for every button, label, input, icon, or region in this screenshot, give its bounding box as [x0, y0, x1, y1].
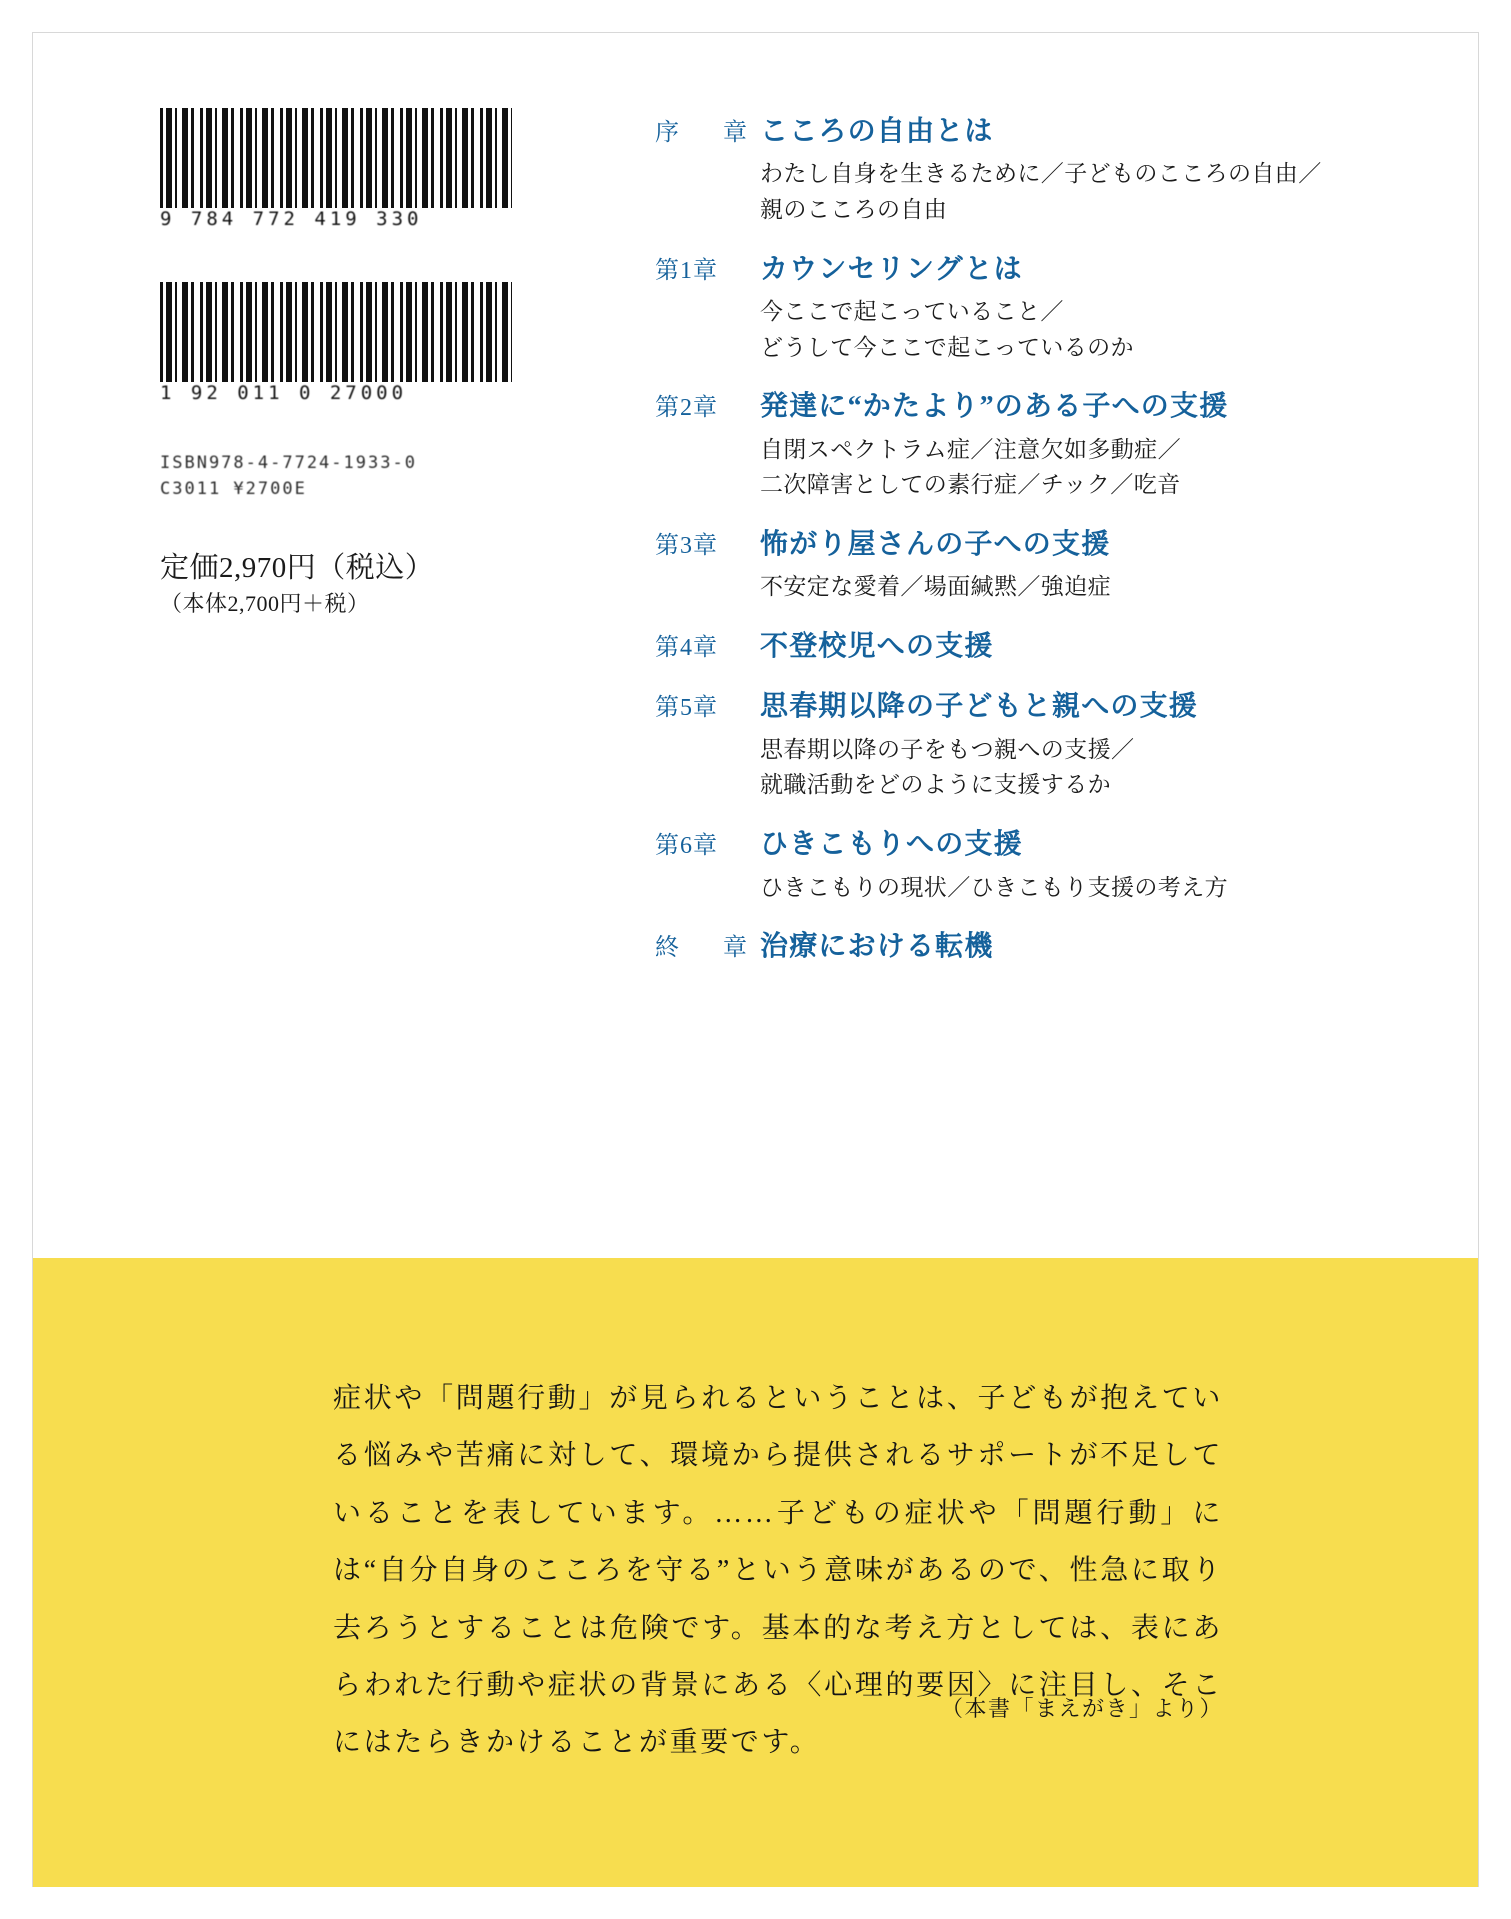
- isbn-barcode-bottom: [160, 282, 512, 410]
- toc-section-line: 自閉スペクトラム症／注意欠如多動症／: [760, 436, 1181, 462]
- toc-entry: [655, 927, 1355, 965]
- toc-entry: [655, 525, 1355, 605]
- toc-section-line: 不安定な愛着／場面緘黙／強迫症: [760, 574, 1111, 600]
- toc-chapter-label: 第6章: [655, 833, 718, 860]
- toc-section-line: どうして今ここで起こっているのか: [760, 334, 1134, 360]
- toc-chapter-title: 治療における転機: [760, 931, 994, 963]
- toc-entry-head: [655, 927, 1355, 965]
- price-with-tax: 定価2,970円（税込）: [160, 551, 435, 584]
- toc-chapter-label: 第4章: [655, 635, 718, 662]
- toc-chapter-label: 第1章: [655, 257, 718, 284]
- toc-chapter-title: こころの自由とは: [760, 116, 994, 147]
- quote-source: （本書「まえがき」より）: [940, 1696, 1223, 1721]
- toc-entry: [655, 687, 1355, 803]
- barcode-bars-icon: [160, 282, 512, 382]
- toc-section-line: 今ここで起こっていること／: [760, 299, 1064, 325]
- toc-entry-head: [655, 627, 1355, 665]
- quote-text: 症状や「問題行動」が見られるということは、子どもが抱えている悩みや苦痛に対して、環境から提供されるサポートが不足していることを表しています。……子どもの症状や「問題行動」には“自分自身のこころを守る”という意味があるので、性急に取り去ろうとすることは危険です。基本的な考え方としては、表にあらわれた行動や症状の背景にある〈心理的要因〉に注目し、そこにはたらきかけることが重要です。: [333, 1383, 1223, 1759]
- price-block: [160, 549, 560, 620]
- toc-chapter-title: 思春期以降の子どもと親への支援: [760, 691, 1199, 723]
- toc-section-line: 思春期以降の子をもつ親への支援／: [760, 736, 1135, 762]
- toc-chapter-title: 発達に“かたより”のある子への支援: [760, 391, 1229, 423]
- toc-chapter-title: ひきこもりへの支援: [760, 829, 1023, 861]
- toc-section-line: ひきこもりの現状／ひきこもり支援の考え方: [760, 874, 1228, 900]
- toc-chapter-sections: [760, 870, 1355, 906]
- toc-entry-head: [655, 387, 1355, 425]
- toc-entry-head: [655, 112, 1355, 150]
- toc-entry-head: [655, 250, 1355, 288]
- toc-chapter-sections: [760, 156, 1355, 227]
- toc-chapter-title: 怖がり屋さんの子への支援: [760, 529, 1111, 561]
- toc-entry: [655, 825, 1355, 905]
- toc-entry: [655, 627, 1355, 665]
- toc-section-line: 二次障害としての素行症／チック／吃音: [760, 472, 1181, 498]
- toc-entry-head: [655, 525, 1355, 563]
- barcode-bars-icon: [160, 108, 512, 208]
- toc-chapter-title: カウンセリングとは: [760, 253, 1023, 285]
- toc-chapter-sections: [760, 294, 1355, 365]
- barcode-digits-bottom: 1 92 011 0 27000: [160, 382, 408, 404]
- barcode-and-price-column: [160, 108, 560, 620]
- publisher-code-block: [160, 450, 560, 503]
- quote-band: [33, 1258, 1478, 1887]
- toc-chapter-label: 第3章: [655, 533, 718, 560]
- toc-chapter-label: 第5章: [655, 695, 718, 722]
- toc-section-line: 親のこころの自由: [760, 197, 948, 223]
- barcode-block: [160, 108, 512, 410]
- barcode-digits-top: 9 784 772 419 330: [160, 208, 423, 230]
- toc-entry-head: [655, 825, 1355, 863]
- c-code-line: C3011 ¥2700E: [160, 479, 307, 500]
- toc-chapter-label: 第2章: [655, 395, 718, 422]
- toc-entry: [655, 250, 1355, 366]
- toc-chapter-sections: [760, 569, 1355, 605]
- table-of-contents: [655, 112, 1355, 988]
- toc-chapter-sections: [760, 732, 1355, 803]
- toc-chapter-label: 終 章: [655, 935, 757, 962]
- isbn-code-line: ISBN978-4-7724-1933-0: [160, 453, 417, 473]
- toc-chapter-sections: [760, 432, 1355, 503]
- toc-entry: [655, 112, 1355, 228]
- isbn-barcode-top: [160, 108, 512, 236]
- toc-section-line: わたし自身を生きるために／子どものこころの自由／: [760, 161, 1322, 187]
- toc-chapter-label: 序 章: [655, 120, 757, 146]
- toc-entry: [655, 387, 1355, 503]
- toc-chapter-title: 不登校児への支援: [760, 631, 994, 663]
- toc-section-line: 就職活動をどのように支援するか: [760, 772, 1111, 798]
- price-before-tax: （本体2,700円＋税）: [160, 590, 370, 616]
- toc-entry-head: [655, 687, 1355, 725]
